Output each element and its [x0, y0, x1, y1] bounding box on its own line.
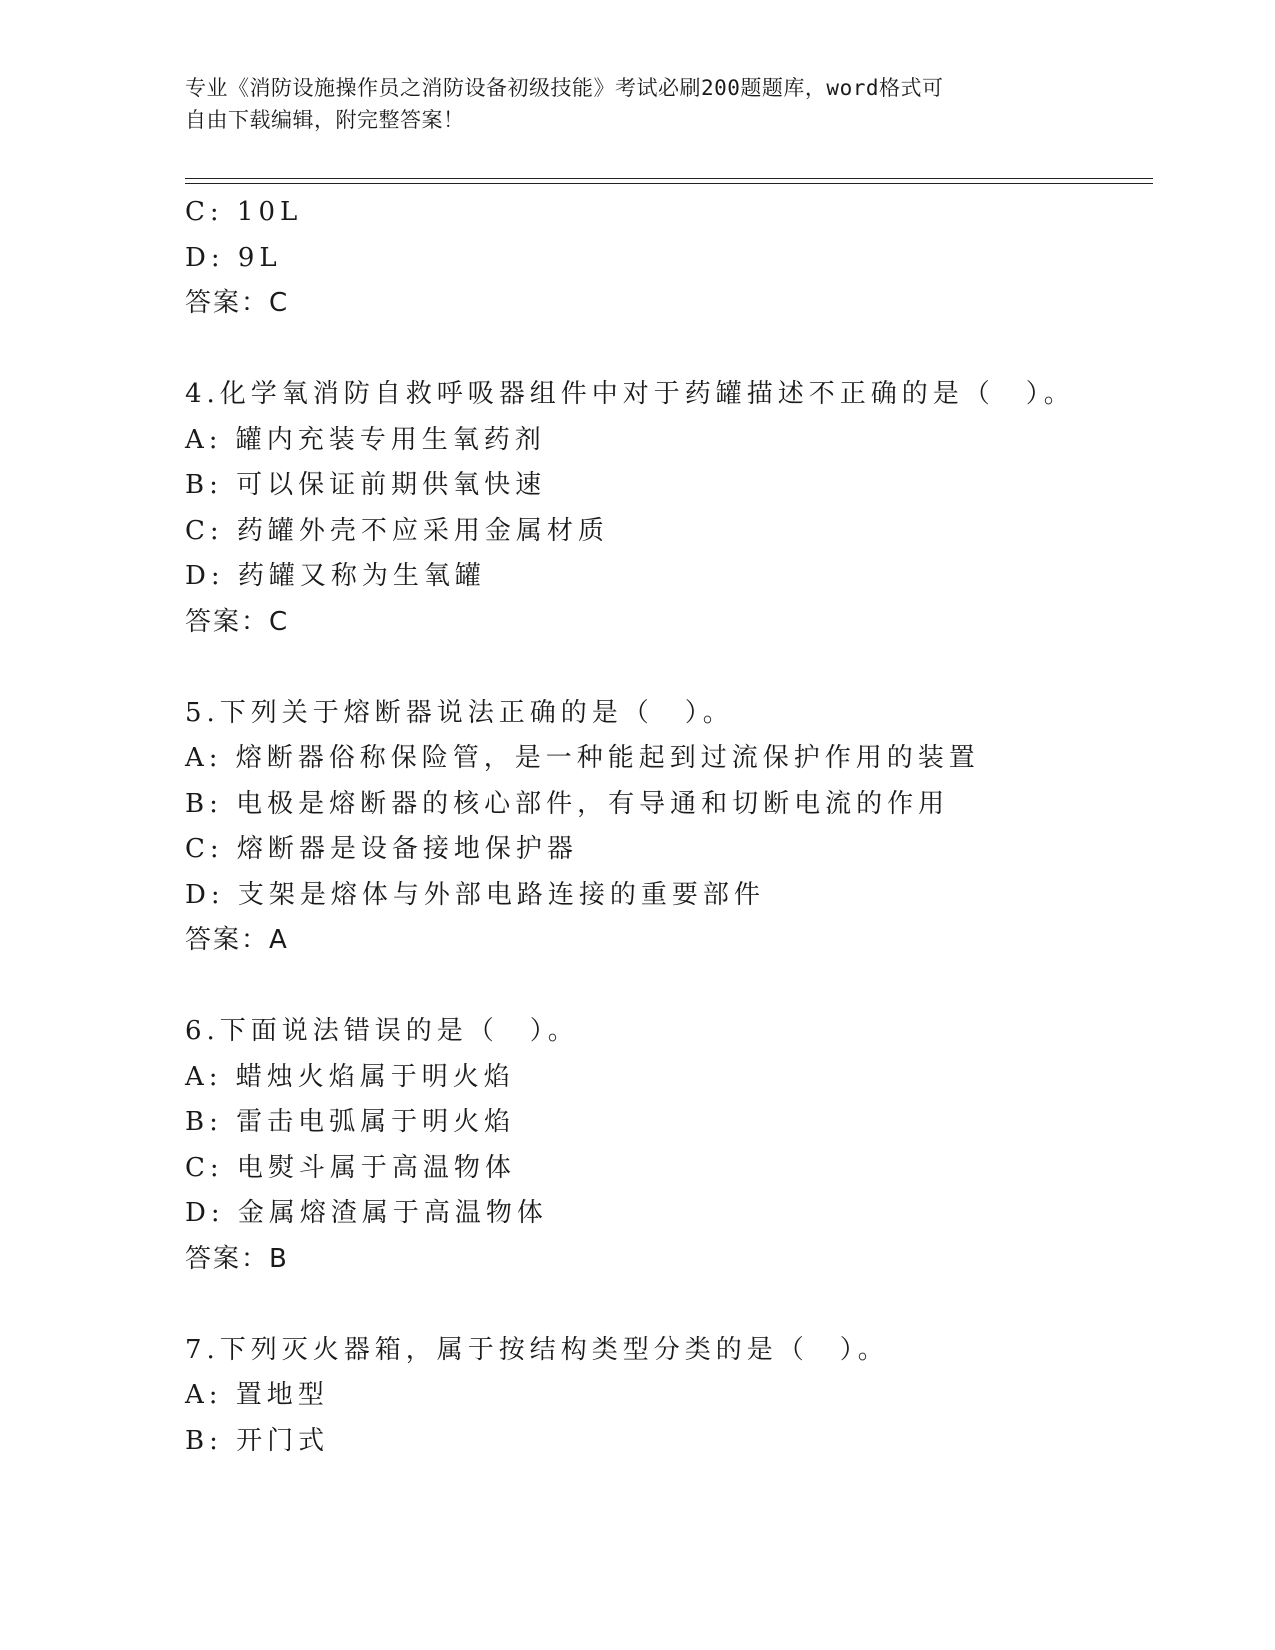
spacer: [185, 1282, 1145, 1328]
question-3-continued: [185, 190, 1145, 327]
question-text: 5.下列关于熔断器说法正确的是（ ）。: [185, 697, 734, 728]
header-divider-top: [185, 178, 1153, 179]
answer: 答案：C: [185, 288, 290, 318]
option-a: A: 置地型: [185, 1380, 329, 1410]
option-b: B: 电极是熔断器的核心部件，有导通和切断电流的作用: [185, 788, 950, 819]
document-header: [185, 72, 1085, 136]
answer: 答案：A: [185, 925, 289, 955]
question-5: [185, 691, 1145, 964]
option-d: D: 9L: [185, 242, 282, 273]
option-c: C: 10L: [185, 197, 303, 227]
option-c: C: 药罐外壳不应采用金属材质: [185, 515, 609, 546]
question-4: [185, 372, 1145, 645]
option-c: C: 熔断器是设备接地保护器: [185, 834, 578, 864]
header-title-line-2: 自由下载编辑，附完整答案！: [185, 108, 465, 132]
option-b: B: 开门式: [185, 1425, 330, 1456]
option-c: C: 电熨斗属于高温物体: [185, 1152, 516, 1183]
option-d: D: 支架是熔体与外部电路连接的重要部件: [185, 879, 765, 910]
spacer: [185, 645, 1145, 691]
question-list: [185, 190, 1145, 1464]
option-d: D: 药罐又称为生氧罐: [185, 561, 486, 591]
answer: 答案：C: [185, 606, 290, 637]
option-b: B: 可以保证前期供氧快速: [185, 470, 547, 500]
header-divider-bottom: [185, 183, 1153, 184]
spacer: [185, 327, 1145, 373]
header-title-line-1: 专业《消防设施操作员之消防设备初级技能》考试必刷200题题库，word格式可: [185, 76, 944, 100]
question-7: [185, 1328, 1145, 1465]
option-a: A: 罐内充装专用生氧药剂: [185, 424, 546, 455]
option-d: D: 金属熔渣属于高温物体: [185, 1198, 548, 1228]
option-b: B: 雷击电弧属于明火焰: [185, 1107, 516, 1137]
option-a: A: 蜡烛火焰属于明火焰: [185, 1061, 515, 1092]
spacer: [185, 964, 1145, 1010]
option-a: A: 熔断器俗称保险管，是一种能起到过流保护作用的装置: [185, 743, 980, 773]
question-text: 7.下列灭火器箱，属于按结构类型分类的是（ ）。: [185, 1334, 889, 1365]
answer: 答案：B: [185, 1243, 289, 1274]
question-text: 6.下面说法错误的是（ ）。: [185, 1016, 579, 1046]
question-text: 4.化学氧消防自救呼吸器组件中对于药罐描述不正确的是（ ）。: [185, 379, 1075, 409]
question-6: [185, 1009, 1145, 1282]
